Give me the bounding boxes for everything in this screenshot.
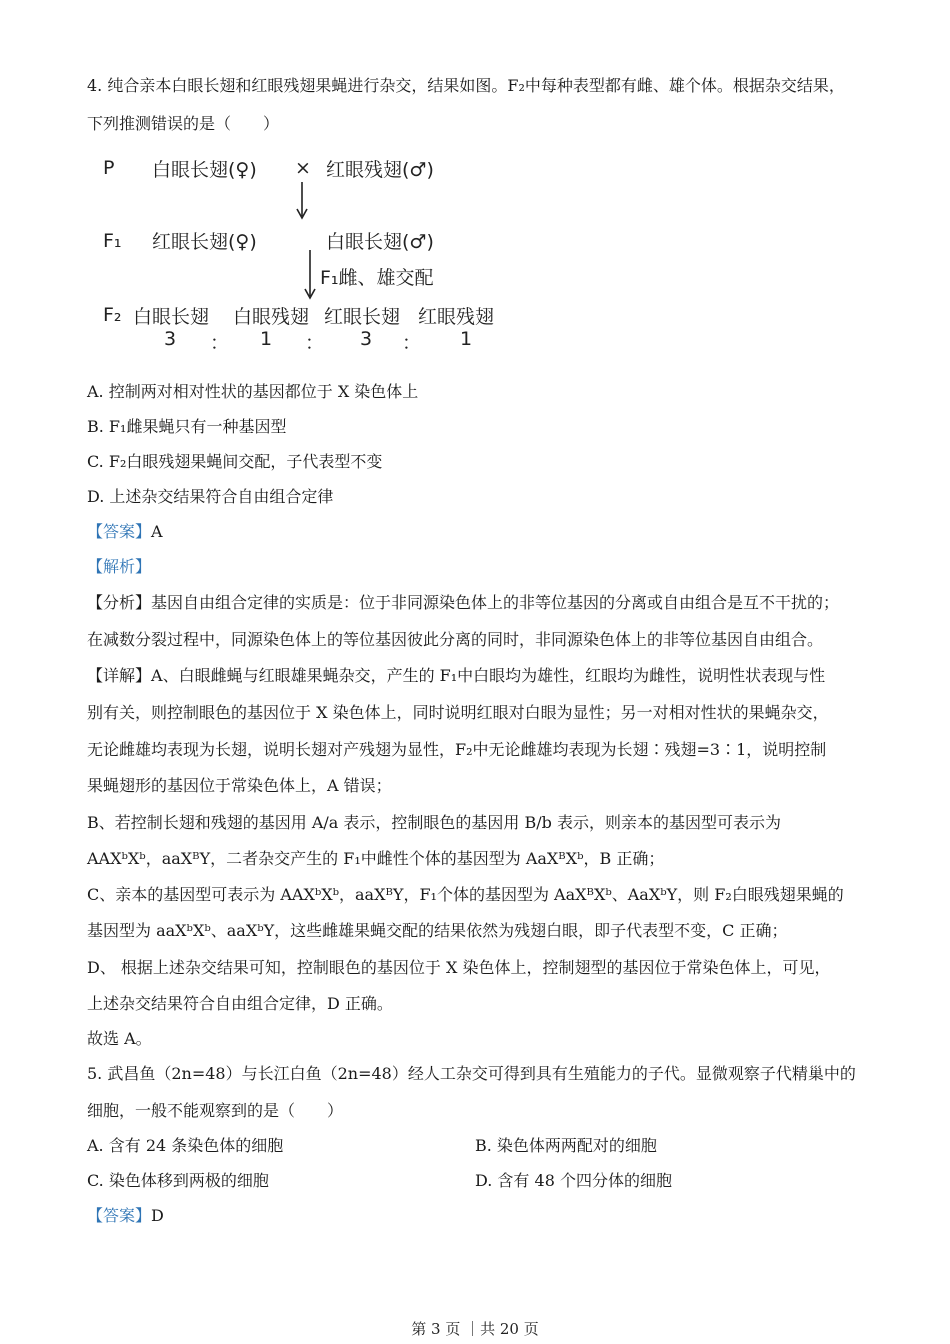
fenxi-line2: 在减数分裂过程中，同源染色体上的等位基因彼此分离的同时，非同源染色体上的非等位基因自由组合。	[87, 630, 824, 649]
q4-option-c: C. F₂白眼残翅果蝇间交配，子代表型不变	[87, 452, 383, 471]
ratio-value: 3	[360, 328, 373, 350]
ratio-value: 1	[460, 328, 473, 350]
q4-answer	[87, 522, 163, 542]
xiangjie-line4: 果蝇翅形的基因位于常染色体上，A 错误；	[87, 776, 392, 795]
xiangjie-line10: 上述杂交结果符合自由组合定律，D 正确。	[87, 994, 393, 1013]
q4-stem-line2: 下列推测错误的是（ ）	[87, 114, 280, 133]
f2-type-1: 白眼长翅	[133, 306, 210, 328]
xiangjie-line2: 别有关，则控制眼色的基因位于 X 染色体上，同时说明红眼对白眼为显性；另一对相对性状的果蝇杂交，	[87, 703, 829, 722]
p-female: 白眼长翅(♀)	[152, 159, 257, 181]
cross-sign: ×	[295, 157, 311, 179]
ratio-value: 3	[164, 328, 177, 350]
q4-option-b: B. F₁雌果蝇只有一种基因型	[87, 417, 287, 436]
xiangjie-line5: B、若控制长翅和残翅的基因用 A/a 表示，控制眼色的基因用 B/b 表示，则亲本的基因型可表示为	[87, 813, 781, 832]
q5-option-b: B. 染色体两两配对的细胞	[475, 1136, 657, 1155]
q5-option-d: D. 含有 48 个四分体的细胞	[475, 1171, 672, 1190]
p-label: P	[103, 157, 115, 179]
q4-option-a: A. 控制两对相对性状的基因都位于 X 染色体上	[87, 382, 419, 401]
q5-stem-line1: 5. 武昌鱼（2n=48）与长江白鱼（2n=48）经人工杂交可得到具有生殖能力的子代。显微观察子代精巢中的	[87, 1064, 856, 1083]
analysis-tag: 【解析】	[87, 557, 152, 576]
answer-value: D	[151, 1206, 164, 1225]
xiangjie-line3: 无论雌雄均表现为长翅，说明长翅对产残翅为显性，F₂中无论雌雄均表现为长翅∶残翅=3∶1，说明控制	[87, 740, 827, 759]
q5-option-c: C. 染色体移到两极的细胞	[87, 1171, 269, 1190]
xiangjie-line8: 基因型为 aaXᵇXᵇ、aaXᵇY，这些雌雄果蝇交配的结果依然为残翅白眼，即子代表型不变，C 正确；	[87, 921, 788, 940]
ratio-sep: ：	[210, 332, 230, 354]
q4-analysis-heading	[87, 557, 151, 577]
arrow-down-icon	[295, 182, 309, 220]
cross-diagram	[100, 150, 510, 354]
f2-label: F₂	[103, 304, 122, 326]
q4-stem-line1: 4. 纯合亲本白眼长翅和红眼残翅果蝇进行杂交，结果如图。F₂中每种表型都有雌、雄个体。根据杂交结果，	[87, 76, 845, 95]
p-male: 红眼残翅(♂)	[326, 159, 434, 181]
f1-female: 红眼长翅(♀)	[152, 231, 257, 253]
xiangjie-line6: AAXᵇXᵇ，aaXᴮY，二者杂交产生的 F₁中雌性个体的基因型为 AaXᴮXᵇ，B 正确；	[87, 849, 665, 868]
q4-option-d: D. 上述杂交结果符合自由组合定律	[87, 487, 334, 506]
q5-option-a: A. 含有 24 条染色体的细胞	[87, 1136, 284, 1155]
f2-type-3: 红眼长翅	[324, 306, 401, 328]
fenxi-tag: 【分析】	[87, 593, 152, 612]
q4-conclusion: 故选 A。	[87, 1029, 152, 1048]
q5-answer	[87, 1206, 164, 1226]
f1-male: 白眼长翅(♂)	[326, 231, 434, 253]
arrow-down-icon	[303, 250, 317, 300]
fenxi-line1	[87, 593, 839, 613]
xiangjie-text: A、白眼雌蝇与红眼雄果蝇杂交，产生的 F₁中白眼均为雄性，红眼均为雌性，说明性状表现与性	[151, 666, 826, 685]
xiangjie-line7: C、亲本的基因型可表示为 AAXᵇXᵇ，aaXᴮY，F₁个体的基因型为 AaXᴮXᵇ、AaXᵇY，则 F₂白眼残翅果蝇的	[87, 885, 844, 904]
f2-type-2: 白眼残翅	[233, 306, 310, 328]
page-footer: 第 3 页 ｜共 20 页	[411, 1320, 539, 1338]
xiangjie-line9: D、 根据上述杂交结果可知，控制眼色的基因位于 X 染色体上，控制翅型的基因位于常染色体上，可见，	[87, 958, 831, 977]
xiangjie-tag: 【详解】	[87, 666, 152, 685]
f2-type-4: 红眼残翅	[418, 306, 495, 328]
f1-mating-label: F₁雌、雄交配	[320, 267, 434, 289]
f1-label: F₁	[103, 230, 122, 252]
q5-stem-line2: 细胞，一般不能观察到的是（ ）	[87, 1101, 344, 1120]
answer-tag: 【答案】	[87, 522, 152, 541]
ratio-value: 1	[260, 328, 273, 350]
answer-tag: 【答案】	[87, 1206, 152, 1225]
ratio-sep: ：	[305, 332, 325, 354]
answer-value: A	[151, 522, 163, 541]
xiangjie-line1	[87, 666, 825, 686]
fenxi-text: 基因自由组合定律的实质是：位于非同源染色体上的非等位基因的分离或自由组合是互不干扰的；	[151, 593, 840, 612]
ratio-sep: ：	[402, 332, 422, 354]
